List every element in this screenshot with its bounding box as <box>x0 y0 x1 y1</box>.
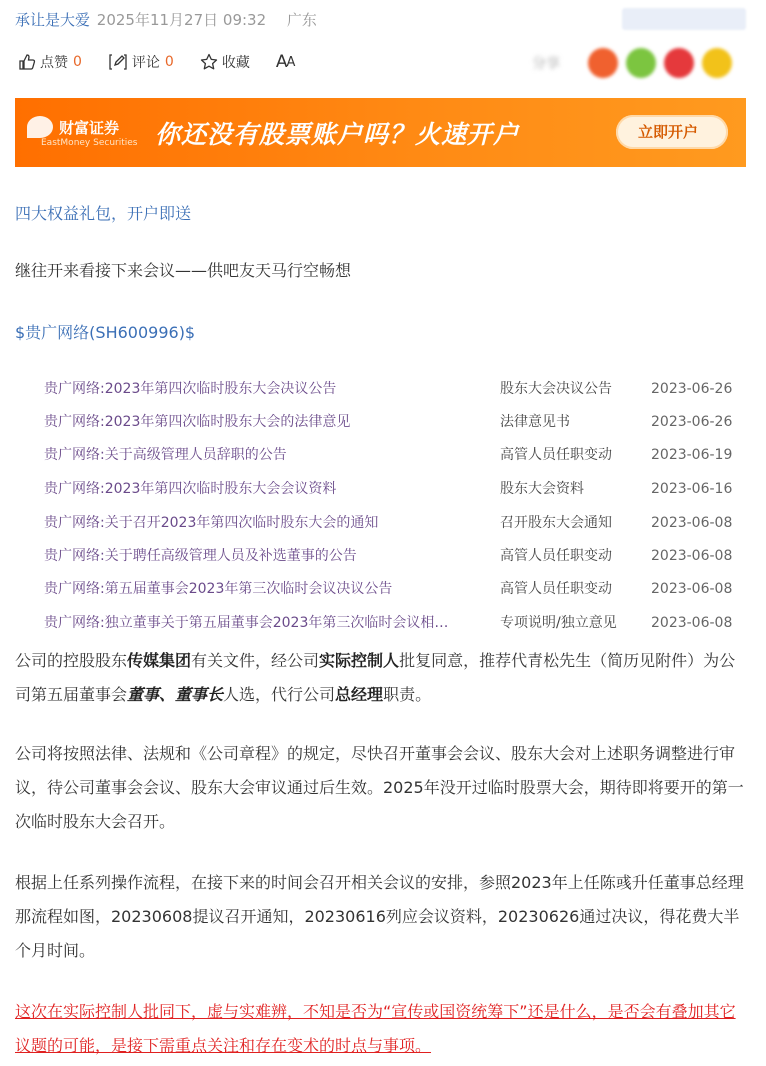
announcement-title[interactable]: 贵广网络:关于高级管理人员辞职的公告 <box>44 447 287 463</box>
stock-link[interactable]: $贵广网络(SH600996)$ <box>15 323 196 342</box>
p1-text-4: 人选，代行公司 <box>223 685 336 704</box>
announcement-title[interactable]: 贵广网络:2023年第四次临时股东大会会议资料 <box>44 481 337 497</box>
announcement-date: 2023-06-08 <box>651 615 733 631</box>
announcement-row[interactable] <box>44 406 749 439</box>
like-button[interactable] <box>18 52 82 72</box>
like-count: 0 <box>73 54 82 70</box>
thumbs-up-icon <box>18 53 36 71</box>
p1-bold-4: 总经理 <box>335 685 384 704</box>
announcement-category: 法律意见书 <box>500 414 570 430</box>
intro-text: 继往开来看接下来会议——供吧友天马行空畅想 <box>15 261 352 280</box>
announcement-category: 股东大会决议公告 <box>500 381 612 397</box>
announcement-date: 2023-06-08 <box>651 581 733 597</box>
paragraph-3: 根据上任系列操作流程，在接下来的时间会召开相关会议的安排，参照2023年上任陈彧升任董事总经理那流程如图，20230608提议召开通知，20230616列应会议资料，20230626通过决议，得花费大半个月时间。 <box>15 873 744 960</box>
announcement-category: 高管人员任职变动 <box>500 581 612 597</box>
p1-text-3: 批复同意，推荐代青松先生（简历见附件）为公司第五届董事会 <box>15 651 736 704</box>
brand-logo-icon <box>27 116 53 138</box>
font-size-small-a: A <box>286 54 295 70</box>
announcement-title[interactable]: 贵广网络:2023年第四次临时股东大会的法律意见 <box>44 414 351 430</box>
announcement-title[interactable]: 贵广网络:2023年第四次临时股东大会决议公告 <box>44 381 337 397</box>
announcement-category: 股东大会资料 <box>500 481 584 497</box>
paragraph-1 <box>15 644 748 712</box>
announcement-title[interactable]: 贵广网络:关于召开2023年第四次临时股东大会的通知 <box>44 515 379 531</box>
gift-package-link[interactable]: 四大权益礼包，开户即送 <box>15 204 192 223</box>
banner-slogan: 你还没有股票账户吗？火速开户 <box>155 120 520 149</box>
p1-bold-2: 实际控制人 <box>319 651 400 670</box>
announcement-row[interactable] <box>44 473 749 506</box>
font-size-button[interactable] <box>276 52 295 72</box>
share-weibo-icon[interactable] <box>588 48 618 78</box>
brand-logo <box>27 116 119 138</box>
announcement-row[interactable] <box>44 540 749 573</box>
author-name[interactable]: 承让是大爱 <box>15 11 91 29</box>
announcement-category: 高管人员任职变动 <box>500 548 612 564</box>
post-meta <box>15 9 317 31</box>
announcement-category: 专项说明/独立意见 <box>500 615 617 631</box>
announcement-date: 2023-06-26 <box>651 414 733 430</box>
open-account-banner[interactable] <box>15 98 746 167</box>
announcement-category: 召开股东大会通知 <box>500 515 612 531</box>
edit-comment-icon <box>108 53 128 71</box>
announcement-date: 2023-06-26 <box>651 381 733 397</box>
star-icon <box>200 53 218 71</box>
announcement-title[interactable]: 贵广网络:第五届董事会2023年第三次临时会议决议公告 <box>44 581 393 597</box>
p1-text-1: 公司的控股股东 <box>15 651 128 670</box>
p1-bold-1: 传媒集团 <box>127 651 192 670</box>
announcement-title[interactable]: 贵广网络:独立董事关于第五届董事会2023年第三次临时会议相… <box>44 615 449 631</box>
paragraph-2: 公司将按照法律、法规和《公司章程》的规定，尽快召开董事会会议、股东大会对上述职务调整进行审议，待公司董事会会议、股东大会审议通过后生效。2025年没开过临时股票大会，期待即将要开的第一次临时股东大会召开。 <box>15 744 744 831</box>
share-label: 分享 <box>532 56 560 72</box>
comment-count: 0 <box>164 54 174 70</box>
announcement-date: 2023-06-19 <box>651 447 733 463</box>
announcement-row[interactable] <box>44 373 749 406</box>
announcement-row[interactable] <box>44 607 749 640</box>
post-toolbar <box>18 52 320 72</box>
announcement-date: 2023-06-08 <box>651 515 733 531</box>
favorite-label: 收藏 <box>221 55 250 71</box>
share-qzone-icon[interactable] <box>702 48 732 78</box>
comment-label: 评论 <box>131 55 160 71</box>
p1-text-2: 有关文件，经公司 <box>191 651 320 670</box>
announcement-row[interactable] <box>44 507 749 540</box>
p1-text-5: 职责。 <box>383 685 432 704</box>
share-qq-icon[interactable] <box>664 48 694 78</box>
font-size-large-a: A <box>275 52 287 72</box>
announcement-category: 高管人员任职变动 <box>500 447 612 463</box>
post-date: 2025年11月27日 09:32 <box>96 11 267 29</box>
paragraph-4-highlight: 这次在实际控制人批同下，虚与实难辨，不知是否为“宣传或国资统筹下”还是什么，是否会有叠加其它议题的可能，是接下需重点关注和存在变术的时点与事项。 <box>15 1002 736 1055</box>
announcement-row[interactable] <box>44 573 749 606</box>
like-label: 点赞 <box>40 55 68 71</box>
announcement-row[interactable] <box>44 439 749 472</box>
share-wechat-icon[interactable] <box>626 48 656 78</box>
brand-name-en: EastMoney Securities <box>41 138 138 148</box>
post-location: 广东 <box>286 11 317 29</box>
announcement-title[interactable]: 贵广网络:关于聘任高级管理人员及补选董事的公告 <box>44 548 357 564</box>
share-bar <box>532 48 732 78</box>
open-account-button[interactable]: 立即开户 <box>616 115 728 149</box>
favorite-button[interactable] <box>200 52 250 72</box>
comment-button[interactable] <box>108 52 174 72</box>
announcement-date: 2023-06-08 <box>651 548 733 564</box>
blurred-header-element <box>622 8 746 30</box>
announcement-date: 2023-06-16 <box>651 481 733 497</box>
p1-bold-3: 董事、董事长 <box>127 685 224 704</box>
brand-name: 财富证券 <box>59 118 120 137</box>
